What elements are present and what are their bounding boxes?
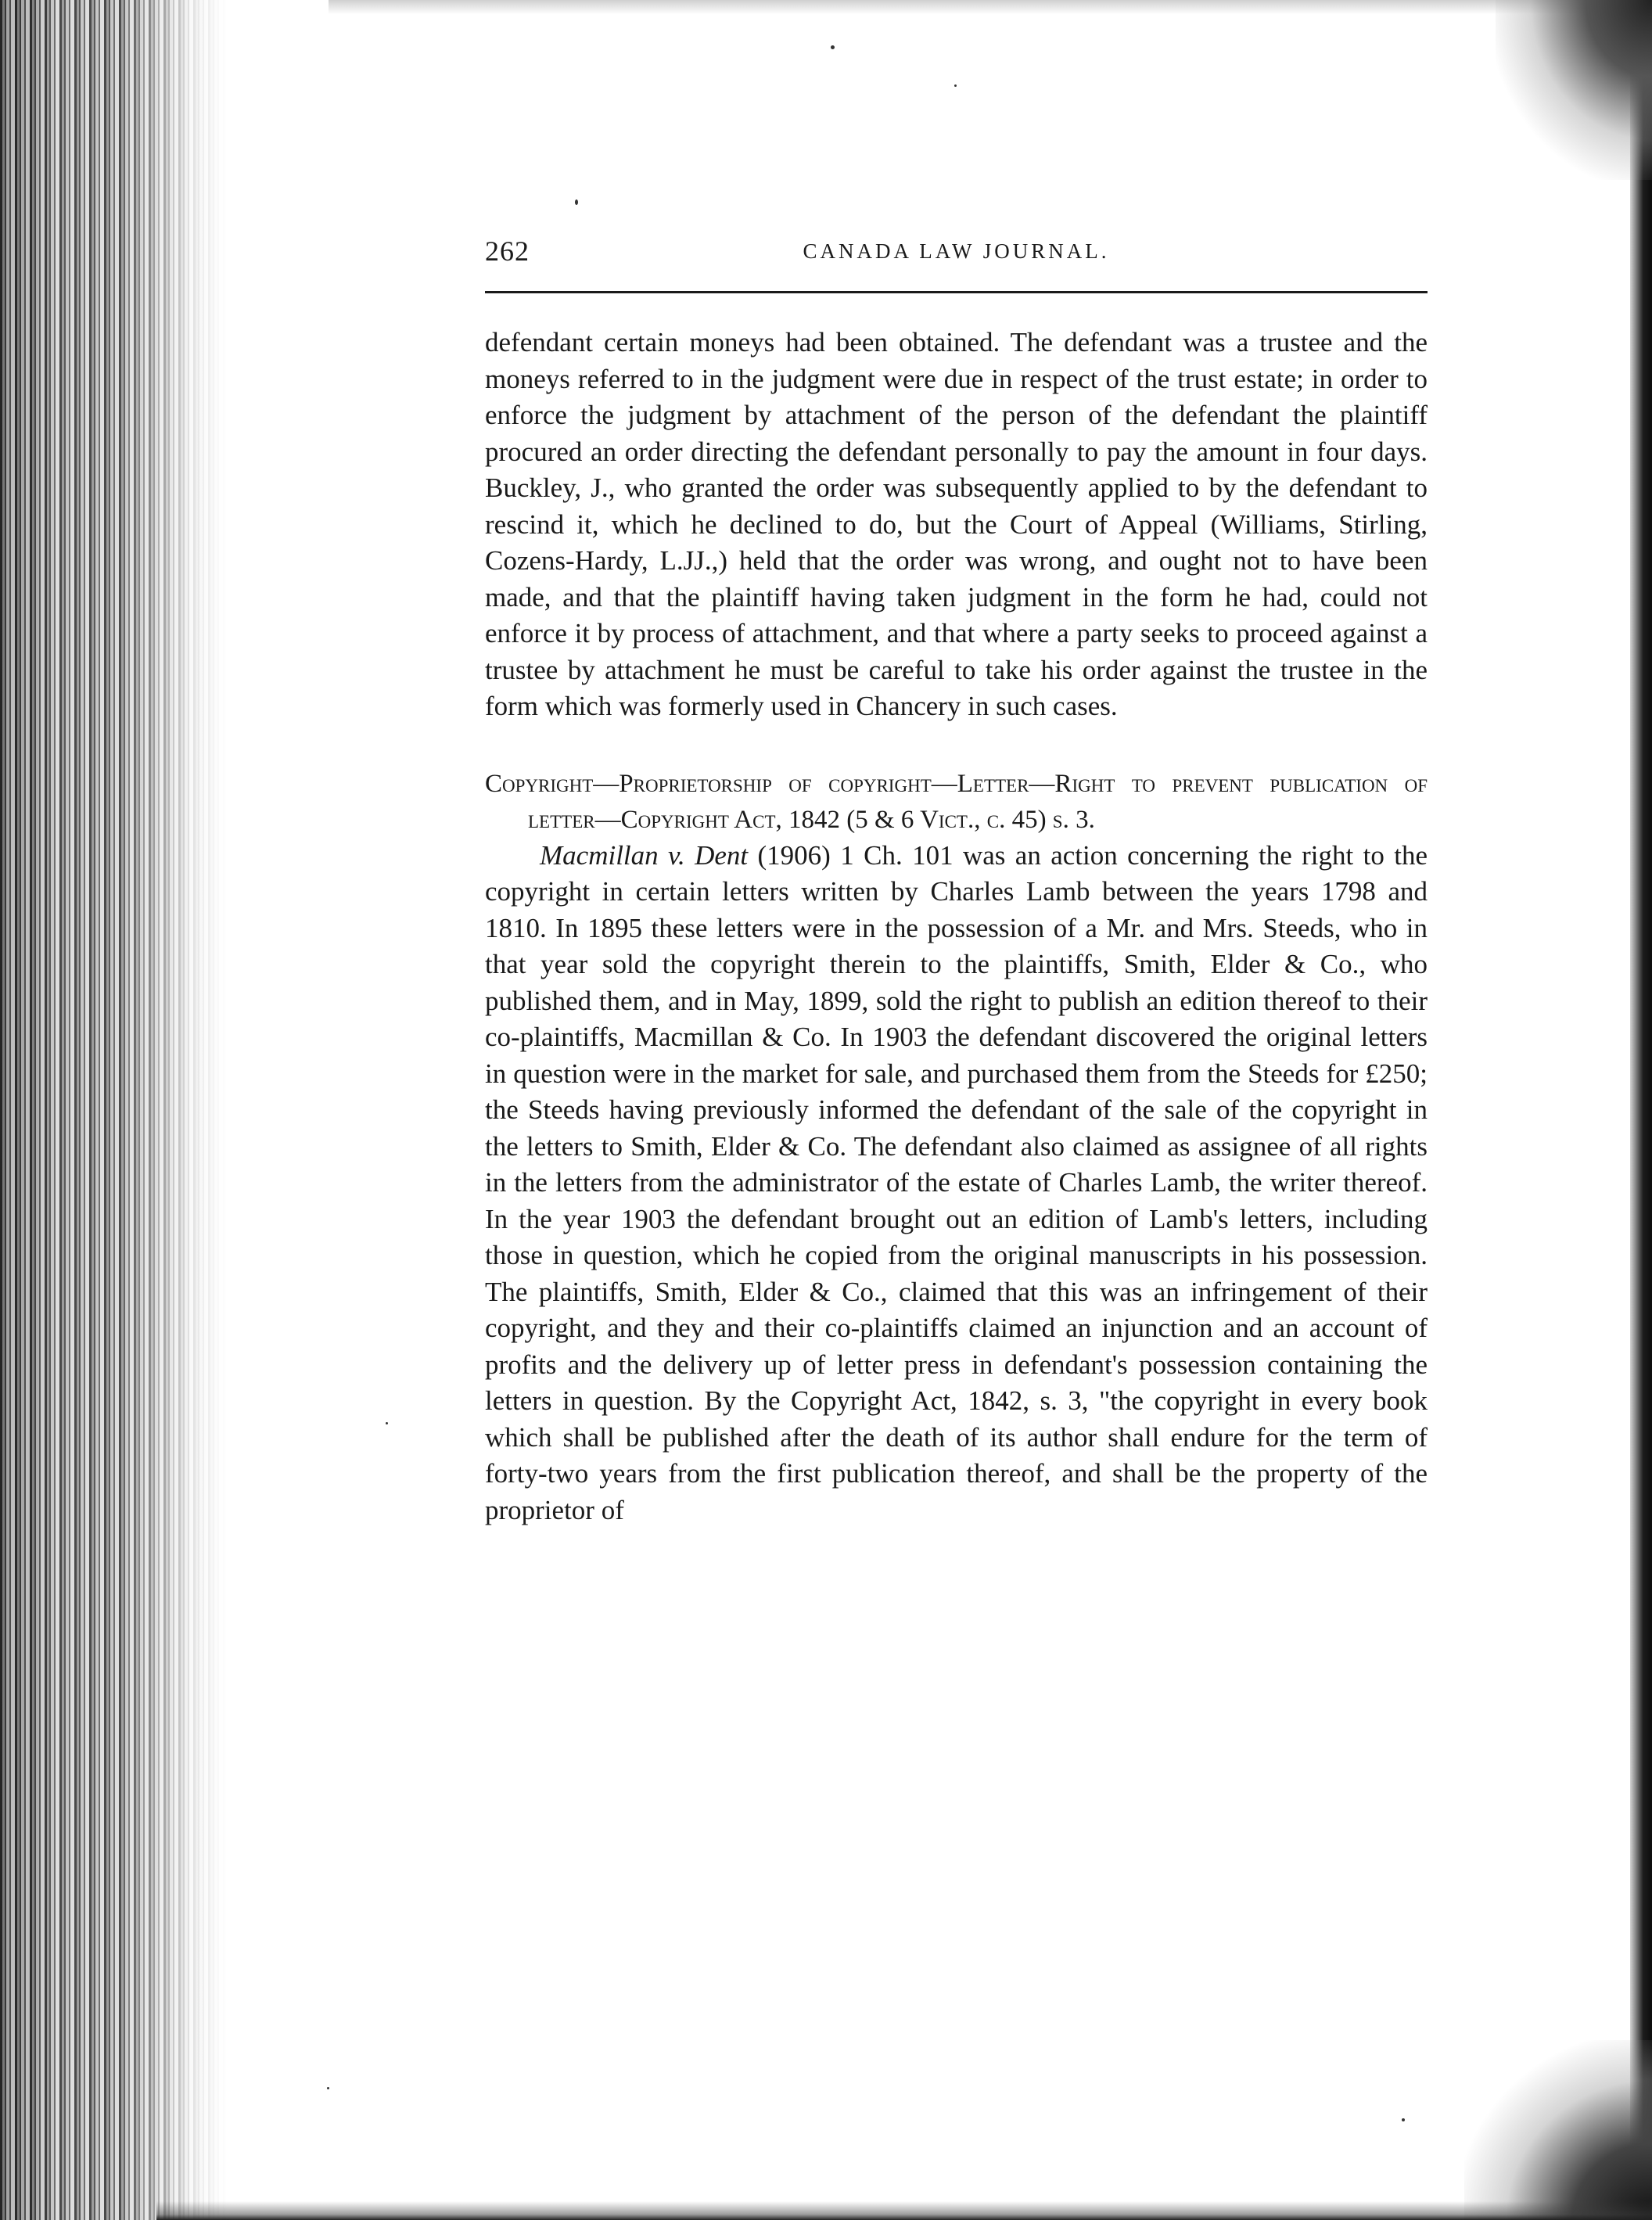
book-page bbox=[485, 235, 1428, 1528]
running-head: CANADA LAW JOURNAL. bbox=[803, 239, 1110, 263]
page-body bbox=[485, 325, 1428, 1528]
scan-speck bbox=[575, 199, 578, 205]
scan-speck bbox=[327, 2087, 329, 2089]
header-rule bbox=[485, 291, 1428, 293]
scan-bottom-edge bbox=[156, 2201, 1652, 2220]
page-number: 262 bbox=[485, 235, 530, 267]
case-text: (1906) 1 Ch. 101 was an action concerning the right to the copyright in certain letters written by Charles Lamb between the years 1798 and 1810. In 1895 these letters were in the possession of a Mr. and Mrs. Steeds, who in that year sold the copyright therein to the plaintiffs, Smith, Elder & Co., who published them, and in May, 1899, sold the right to publish an edition thereof to their co-plaintiffs, Macmillan & Co. In 1903 the defendant discovered the original letters in question were in the market for sale, and purchased them from the Steeds for £250; the Steeds having previously informed the defendant of the sale of the copyright in the letters to Smith, Elder & Co. The defendant also claimed as assignee of all rights in the letters from the administrator of the estate of Charles Lamb, the writer thereof. In the year 1903 the defendant brought out an edition of Lamb's letters, including those in question, which he copied from the original manuscripts in his possession. The plaintiffs, Smith, Elder & Co., claimed that this was an infringement of their copyright, and they and their co-plaintiffs claimed an injunction and an account of profits and the delivery up of letter press in defendant's possession containing the letters in question. By the Copyright Act, 1842, s. 3, "the copyright in every book which shall be published after the death of its author shall endure for the term of forty-two years from the first publication thereof, and shall be the property of the proprietor of bbox=[485, 839, 1428, 1525]
scan-speck bbox=[1402, 2118, 1405, 2121]
scan-corner-bottom-right bbox=[1464, 2040, 1652, 2220]
section-headnote: Copyright—Proprietorship of copyright—Letter—Right to prevent publication of letter—Copyright Act, 1842 (5 & 6 Vict., c. 45) s. 3. bbox=[485, 769, 1428, 834]
scan-speck bbox=[954, 84, 957, 87]
scan-speck bbox=[831, 45, 835, 49]
scan-top-edge bbox=[329, 0, 1652, 14]
scan-right-edge bbox=[1630, 0, 1652, 2220]
page-header bbox=[485, 235, 1428, 274]
case-name: Macmillan v. Dent bbox=[540, 839, 749, 871]
scan-page-edges bbox=[0, 0, 227, 2220]
scan-corner-top-right bbox=[1496, 0, 1652, 180]
case-paragraph bbox=[485, 838, 1428, 1529]
opening-paragraph: defendant certain moneys had been obtained. The defendant was a trustee and the moneys referred to in the judgment were due in respect of the trust estate; in order to enforce the judgment by attachment of the person of the defendant the plaintiff procured an order directing the defendant personally to pay the amount in four days. Buckley, J., who granted the order was subsequently applied to by the defendant to rescind it, which he declined to do, but the Court of Appeal (Williams, Stirling, Cozens-Hardy, L.JJ.,) held that the order was wrong, and ought not to have been made, and that the plaintiff having taken judgment in the form he had, could not enforce it by process of attachment, and that where a party seeks to proceed against a trustee by attachment he must be careful to take his order against the trustee in the form which was formerly used in Chancery in such cases. bbox=[485, 327, 1428, 721]
scan-speck bbox=[386, 1422, 388, 1424]
